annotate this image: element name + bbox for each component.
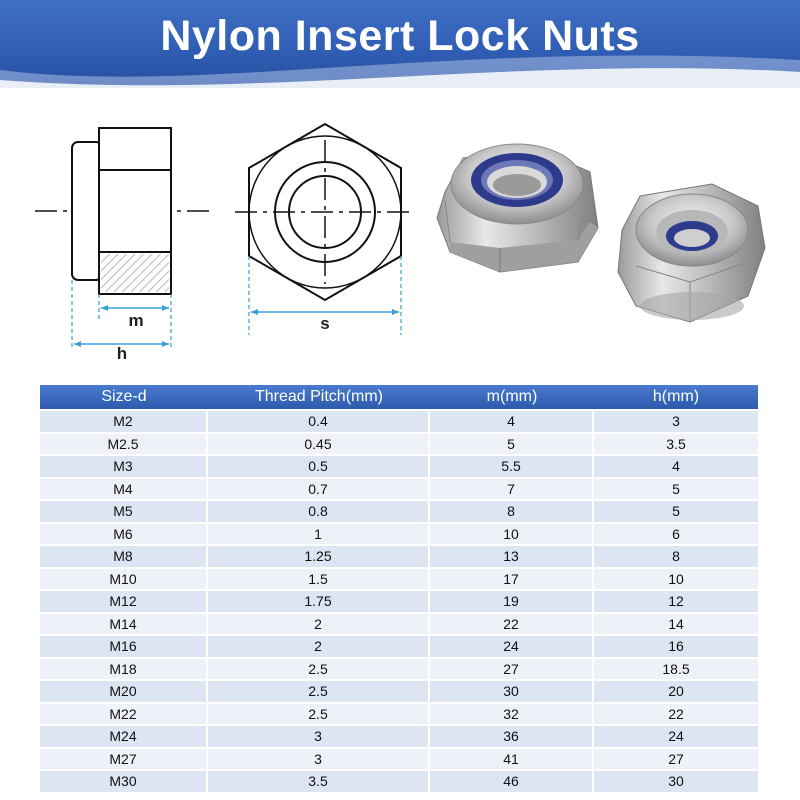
dimension-s-label: s: [320, 314, 330, 333]
cell-thread-pitch: 1.25: [208, 546, 430, 567]
table-row: [40, 524, 758, 545]
cell-m: 4: [430, 411, 594, 432]
cell-h: 4: [594, 456, 758, 477]
table-row: [40, 479, 758, 500]
cell-size: M2: [40, 411, 208, 432]
lock-nut-photo-top: [437, 144, 598, 272]
dimension-m-label: m: [128, 311, 144, 330]
cell-h: 3.5: [594, 434, 758, 455]
cell-thread-pitch: 1.75: [208, 591, 430, 612]
cell-h: 18.5: [594, 659, 758, 680]
table-row: [40, 456, 758, 477]
table-row: [40, 704, 758, 725]
cell-size: M10: [40, 569, 208, 590]
cell-h: 14: [594, 614, 758, 635]
cell-h: 22: [594, 704, 758, 725]
cell-size: M12: [40, 591, 208, 612]
cell-m: 7: [430, 479, 594, 500]
table-row: [40, 411, 758, 432]
cell-thread-pitch: 2.5: [208, 659, 430, 680]
table-row: [40, 546, 758, 567]
cell-size: M6: [40, 524, 208, 545]
cell-h: 27: [594, 749, 758, 770]
cell-m: 8: [430, 501, 594, 522]
page-title: Nylon Insert Lock Nuts: [160, 12, 640, 60]
cell-m: 5: [430, 434, 594, 455]
cell-h: 5: [594, 501, 758, 522]
header-h: h(mm): [594, 385, 758, 409]
cell-thread-pitch: 2.5: [208, 704, 430, 725]
cell-size: M27: [40, 749, 208, 770]
header-size: Size-d: [40, 385, 208, 409]
cell-size: M5: [40, 501, 208, 522]
technical-drawings: [0, 100, 800, 370]
cell-size: M20: [40, 681, 208, 702]
header-m: m(mm): [430, 385, 594, 409]
cell-m: 41: [430, 749, 594, 770]
cell-size: M3: [40, 456, 208, 477]
lock-nut-photo-bottom: [618, 184, 765, 322]
cell-thread-pitch: 0.5: [208, 456, 430, 477]
cell-thread-pitch: 0.8: [208, 501, 430, 522]
table-body: [40, 411, 758, 792]
cell-thread-pitch: 0.7: [208, 479, 430, 500]
side-view-drawing: [35, 128, 210, 363]
cell-m: 17: [430, 569, 594, 590]
table-row: [40, 771, 758, 792]
cell-thread-pitch: 3: [208, 749, 430, 770]
table-header-row: [40, 385, 758, 409]
cell-thread-pitch: 3.5: [208, 771, 430, 792]
cell-m: 30: [430, 681, 594, 702]
cell-thread-pitch: 2: [208, 636, 430, 657]
title-banner: [0, 0, 800, 88]
front-view-drawing: [235, 124, 415, 335]
cell-m: 27: [430, 659, 594, 680]
cell-m: 32: [430, 704, 594, 725]
size-spec-table: [40, 383, 758, 794]
dimension-h-label: h: [116, 344, 128, 363]
cell-h: 3: [594, 411, 758, 432]
cell-m: 13: [430, 546, 594, 567]
cell-thread-pitch: 0.45: [208, 434, 430, 455]
table-row: [40, 434, 758, 455]
cell-m: 22: [430, 614, 594, 635]
cell-size: M2.5: [40, 434, 208, 455]
cell-thread-pitch: 1.5: [208, 569, 430, 590]
table-row: [40, 501, 758, 522]
cell-m: 19: [430, 591, 594, 612]
cell-thread-pitch: 2: [208, 614, 430, 635]
cell-m: 46: [430, 771, 594, 792]
cell-h: 30: [594, 771, 758, 792]
cell-m: 10: [430, 524, 594, 545]
cell-h: 6: [594, 524, 758, 545]
cell-thread-pitch: 3: [208, 726, 430, 747]
cell-h: 5: [594, 479, 758, 500]
cell-size: M30: [40, 771, 208, 792]
table-row: [40, 614, 758, 635]
cell-h: 20: [594, 681, 758, 702]
table-row: [40, 726, 758, 747]
cell-size: M4: [40, 479, 208, 500]
cell-h: 12: [594, 591, 758, 612]
cell-size: M14: [40, 614, 208, 635]
cell-m: 5.5: [430, 456, 594, 477]
cell-size: M22: [40, 704, 208, 725]
cell-h: 16: [594, 636, 758, 657]
cell-size: M8: [40, 546, 208, 567]
table-row: [40, 636, 758, 657]
cell-h: 8: [594, 546, 758, 567]
cell-m: 36: [430, 726, 594, 747]
cell-h: 10: [594, 569, 758, 590]
header-thread-pitch: Thread Pitch(mm): [208, 385, 430, 409]
cell-thread-pitch: 2.5: [208, 681, 430, 702]
cell-m: 24: [430, 636, 594, 657]
cell-h: 24: [594, 726, 758, 747]
table-row: [40, 749, 758, 770]
table-row: [40, 569, 758, 590]
cell-thread-pitch: 0.4: [208, 411, 430, 432]
table-row: [40, 591, 758, 612]
cell-thread-pitch: 1: [208, 524, 430, 545]
cell-size: M18: [40, 659, 208, 680]
cell-size: M24: [40, 726, 208, 747]
table-row: [40, 681, 758, 702]
cell-size: M16: [40, 636, 208, 657]
table-row: [40, 659, 758, 680]
